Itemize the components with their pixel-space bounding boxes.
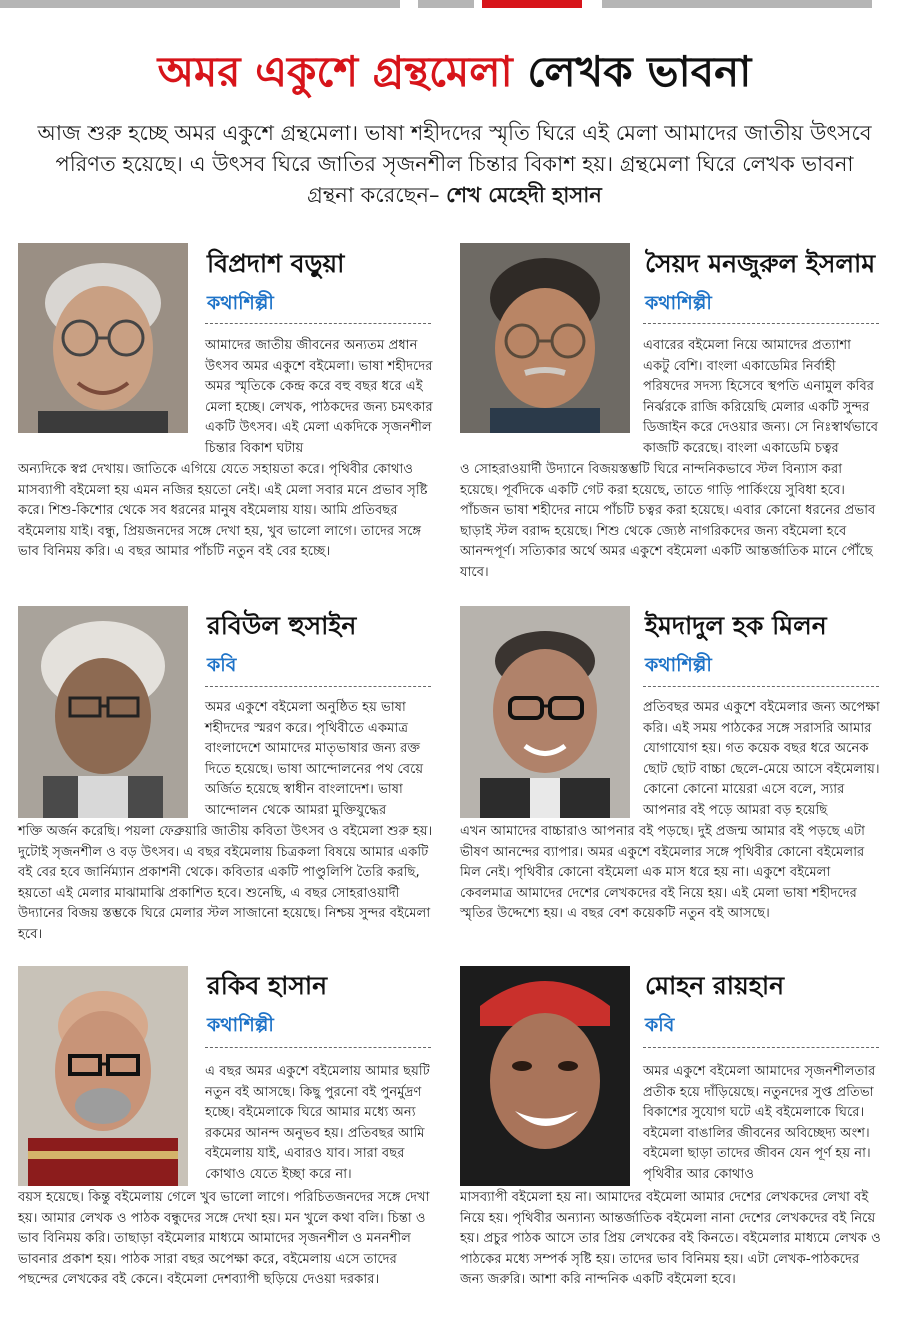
divider-dashed [643,1047,879,1048]
writer-text-top: এ বছর অমর একুশে বইমেলায় আমার ছয়টি নতুন বই আসছে। কিছু পুরনো বই পুনর্মুদ্রণ হচ্ছে। বইমেলাকে ঘিরে আমার মধ্যে অন্য রকমের আনন্দ অনুভব হয়। প্রতিবছর আমি বইমেলায় যাই, এবারও যাব। সারা বছর কোথাও যেতে ইচ্ছা করে না। [205,1064,430,1182]
portrait-illustration [460,606,630,818]
writer-photo-milon [460,606,630,818]
intro-byline: শেখ মেহেদী হাসান [446,183,602,207]
divider-dashed [205,1047,431,1048]
writer-text-top: আমাদের জাতীয় জীবনের অন্যতম প্রধান উৎসব অমর একুশে বইমেলা। ভাষা শহীদদের অমর স্মৃতিকে কেন্দ্র করে বহু বছর ধরে এই মেলা হচ্ছে। লেখক, পাঠকদের জন্য চমৎকার একটি উৎসব। এই মেলা একদিকে সৃজনশীল চিন্তার বিকাশ ঘটায় [205,338,433,456]
intro-text: আজ শুরু হচ্ছে অমর একুশে গ্রন্থমেলা। ভাষা শহীদদের স্মৃতি ঘিরে এই মেলা আমাদের জাতীয় উৎসবে পরিণত হয়েছে। এ উৎসব ঘিরে জাতির সৃজনশীল চিন্তার বিকাশ হয়। গ্রন্থমেলা ঘিরে লেখক ভাবনা গ্রন্থনা করেছেন– [37,121,872,207]
portrait-illustration [18,243,188,433]
writer-text-top: প্রতিবছর অমর একুশে বইমেলার জন্য অপেক্ষা করি। এই সময় পাঠকের সঙ্গে সরাসরি আমার যোগাযোগ হয়। গত কয়েক বছর ধরে অনেক ছোট ছোট বাচ্চা ছেলে-মেয়ে আসে বইমেলায়। কোনো কোনো মায়েরা এসে বলে, স্যার আপনার বই পড়ে আমরা বড় হয়েছি [643,700,880,818]
writer-role: কবি [645,1014,675,1036]
title-red-part: অমর একুশে গ্রন্থমেলা [157,47,513,96]
writer-name: বিপ্রদাশ বড়ুয়া [207,249,345,278]
top-bar-gray-mid [418,0,474,8]
writer-text-bottom: মাসব্যাপী বইমেলা হয় না। আমাদের বইমেলা আমার দেশের লেখকদের লেখা বই নিয়ে হয়। পৃথিবীর অন্যান্য আন্তর্জাতিক বইমেলা নানা দেশের লেখকদের বই নিয়ে হয়। প্রচুর পাঠক আসে তার প্রিয় লেখকের বই কিনতে। বইমেলার মাধ্যমে লেখক ও পাঠকের মধ্যে সম্পর্ক সৃষ্টি হয়। তাদের ভাব বিনিময় হয়। এটা লেখক-পাঠকদের জন্য জরুরি। আশা করি নান্দনিক একটি বইমেলা হবে। [460,1190,881,1287]
writer-text-bottom: বয়স হয়েছে। কিন্তু বইমেলায় গেলে খুব ভালো লাগে। পরিচিতজনদের সঙ্গে দেখা হয়। আমার লেখক ও পাঠক বন্ধুদের সঙ্গে দেখা হয়। মন খুলে কথা বলি। চিন্তা ও ভাব বিনিময় করি। তাছাড়া বইমেলার মাধ্যমে আমাদের সৃজনশীল ও মননশীল ভাবনার প্রকাশ হয়। পাঠক সারা বছর অপেক্ষা করে, বইমেলায় এসে তাদের পছন্দের লেখকের বই কেনে। বইমেলা দেশব্যাপী ছড়িয়ে দেওয়া দরকার। [18,1190,430,1287]
writer-role: কবি [207,654,237,676]
writer-name: রকিব হাসান [207,971,328,1000]
portrait-illustration [460,243,630,433]
writer-photo-mohon [460,966,630,1186]
writer-name: ইমদাদুল হক মিলন [645,611,827,640]
divider-dashed [643,686,879,687]
top-bar-gray-left [0,0,400,8]
top-bar-gray-right [602,0,872,8]
writer-photo-rakib [18,966,188,1186]
writer-text-top: অমর একুশে বইমেলা অনুষ্ঠিত হয় ভাষা শহীদদের স্মরণ করে। পৃথিবীতে একমাত্র বাংলাদেশে আমাদের মাতৃভাষার জন্য রক্ত দিতে হয়েছে। ভাষা আন্দোলনের পথ বেয়ে অর্জিত হয়েছে স্বাধীন বাংলাদেশ। ভাষা আন্দোলন থেকে আমরা মুক্তিযুদ্ধের [205,700,424,818]
divider-dashed [643,323,879,324]
writer-photo-rabiul [18,606,188,818]
writer-role: কথাশিল্পী [645,654,712,676]
writer-text-bottom: ও সোহরাওয়ার্দী উদ্যানে বিজয়স্তম্ভটি ঘিরে নান্দনিকভাবে স্টল বিন্যাস করা হয়েছে। পূর্বদিকে একটি গেট করা হয়েছে, তাতে গাড়ি পার্কিংয়ে সুবিধা হবে। পাঁচজন ভাষা শহীদের নামে পাঁচটি চত্বর করা হয়েছে। এবার কোনো ধরনের প্রভাব ছাড়াই স্টল বরাদ্দ হয়েছে। শিশু থেকে জ্যেষ্ঠ নাগরিকদের জন্য বইমেলা হবে আনন্দপূর্ণ। সত্যিকার অর্থে অমর একুশে বইমেলা একটি আন্তর্জাতিক মানে পৌঁছে যাবে। [460,462,876,580]
writer-role: কথাশিল্পী [207,1014,274,1036]
writer-role: কথাশিল্পী [207,292,274,314]
writer-role: কথাশিল্পী [645,292,712,314]
divider-dashed [205,686,431,687]
writer-text-top: এবারের বইমেলা নিয়ে আমাদের প্রত্যাশা একটু বেশি। বাংলা একাডেমির নির্বাহী পরিষদের সদস্য হিসেবে স্থপতি এনামুল কবির নির্ঝরকে রাজি করিয়েছি মেলার একটি সুন্দর ডিজাইন করে দেওয়ার জন্য। সে নিঃস্বার্থভাবে কাজটি করেছে। বাংলা একাডেমি চত্বর [643,338,879,456]
writer-text-bottom: শক্তি অর্জন করেছি। পয়লা ফেব্রুয়ারি জাতীয় কবিতা উৎসব ও বইমেলা শুরু হয়। দুটোই সৃজনশীল ও বড় উৎসব। এ বছর বইমেলায় চিত্রকলা বিষয়ে আমার একটি বই বের হবে জার্নিম্যান প্রকাশনী থেকে। কবিতার একটি পাণ্ডুলিপি তৈরি করছি, হয়তো এই মেলার মাঝামাঝি প্রকাশিত হবে। শুনেছি, এ বছর সোহরাওয়ার্দী উদ্যানের বিজয় স্তম্ভকে ঘিরে মেলার স্টল সাজানো হয়েছে। নিশ্চয় সুন্দর বইমেলা হবে। [18,824,433,942]
page-title [0,40,909,104]
writer-name: রবিউল হুসাইন [207,611,357,640]
writer-text-bottom: অন্যদিকে স্বপ্ন দেখায়। জাতিকে এগিয়ে যেতে সহায়তা করে। পৃথিবীর কোথাও মাসব্যাপী বইমেলা হয় এমন নজির হয়তো নেই। এই মেলা সবার মনে প্রভাব সৃষ্টি করে। শিশু-কিশোর থেকে সব ধরনের মানুষ বইমেলায় যায়। আমি প্রতিবছর বইমেলায় যাই। বন্ধু, প্রিয়জনদের সঙ্গে দেখা হয়, খুব ভালো লাগে। তাদের সঙ্গে ভাব বিনিময় করি। এ বছর আমার পাঁচটি নতুন বই বের হচ্ছে। [18,462,428,559]
writer-name: মোহন রায়হান [645,971,785,1000]
writer-photo-biprodash [18,243,188,433]
writer-name: সৈয়দ মনজুরুল ইসলাম [645,249,876,278]
title-black-part: লেখক ভাবনা [527,47,752,96]
divider-dashed [205,323,431,324]
writer-photo-manzurul [460,243,630,433]
intro-paragraph [30,118,879,211]
portrait-illustration [460,966,630,1186]
writer-text-bottom: এখন আমাদের বাচ্চারাও আপনার বই পড়ছে। দুই প্রজন্ম আমার বই পড়ছে এটা ভীষণ আনন্দের ব্যাপার। অমর একুশে বইমেলার সঙ্গে পৃথিবীর কোনো বইমেলার মিল নেই। পৃথিবীর কোনো বইমেলা এক মাস ধরে হয় না। একুশে বইমেলা কেবলমাত্র আমাদের দেশের লেখকদের বই নিয়ে হয়। এই মেলা ভাষা শহীদদের স্মৃতির উদ্দেশ্যে হয়। এ বছর বেশ কয়েকটি নতুন বই আসছে। [460,824,865,921]
portrait-illustration [18,606,188,818]
portrait-illustration [18,966,188,1186]
writer-text-top: অমর একুশে বইমেলা আমাদের সৃজনশীলতার প্রতীক হয়ে দাঁড়িয়েছে। নতুনদের সুপ্ত প্রতিভা বিকাশের সুযোগ ঘটে এই বইমেলাকে ঘিরে। বইমেলা বাঙালির জীবনের অবিচ্ছেদ্য অংশ। বইমেলা ছাড়া তাদের জীবন যেন পূর্ণ হয় না। পৃথিবীর আর কোথাও [643,1064,876,1182]
top-bar-red [482,0,582,8]
top-decorative-bar [0,0,909,8]
